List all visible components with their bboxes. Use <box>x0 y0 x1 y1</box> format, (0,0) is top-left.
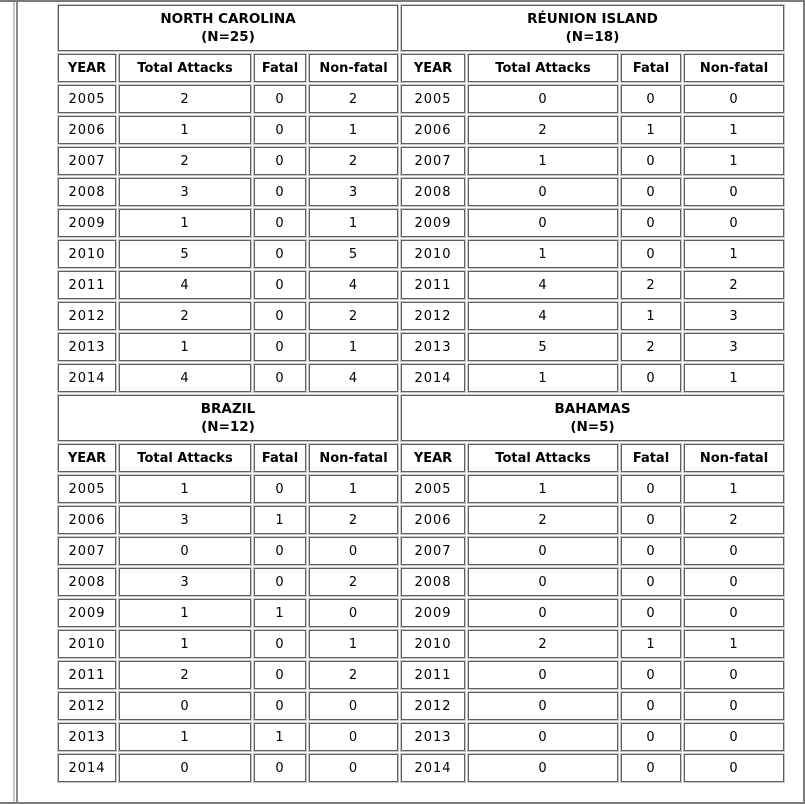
value-cell: 0 <box>468 599 618 627</box>
value-cell: 0 <box>468 568 618 596</box>
value-cell: 1 <box>684 630 784 658</box>
value-cell: 0 <box>254 116 306 144</box>
value-cell: 2 <box>309 85 398 113</box>
value-cell: 0 <box>684 568 784 596</box>
table-row <box>58 147 784 175</box>
value-cell: 1 <box>309 116 398 144</box>
value-cell: 0 <box>119 754 251 782</box>
value-cell: 1 <box>119 630 251 658</box>
value-cell: 0 <box>621 754 681 782</box>
value-cell: 2 <box>309 568 398 596</box>
year-cell: 2005 <box>58 85 116 113</box>
section-subtitle-text: (N=18) <box>565 29 620 45</box>
value-cell: 0 <box>621 537 681 565</box>
table-row <box>58 209 784 237</box>
year-cell: 2010 <box>58 240 116 268</box>
year-cell: 2014 <box>58 754 116 782</box>
value-cell: 0 <box>684 754 784 782</box>
section-title-brazil <box>58 395 398 441</box>
value-cell: 2 <box>621 333 681 361</box>
value-cell: 0 <box>621 178 681 206</box>
year-cell: 2010 <box>401 240 465 268</box>
value-cell: 0 <box>254 754 306 782</box>
value-cell: 0 <box>254 692 306 720</box>
year-cell: 2014 <box>401 754 465 782</box>
year-cell: 2012 <box>58 692 116 720</box>
year-cell: 2008 <box>401 178 465 206</box>
value-cell: 0 <box>254 568 306 596</box>
section-title-reunion-island <box>401 5 784 51</box>
value-cell: 0 <box>468 661 618 689</box>
left-margin-rule-light <box>13 2 15 802</box>
value-cell: 4 <box>119 271 251 299</box>
year-cell: 2009 <box>58 599 116 627</box>
section-title-text: BAHAMAS <box>554 400 631 417</box>
year-cell: 2013 <box>58 723 116 751</box>
value-cell: 0 <box>309 723 398 751</box>
value-cell: 4 <box>119 364 251 392</box>
value-cell: 0 <box>254 630 306 658</box>
year-cell: 2005 <box>401 475 465 503</box>
value-cell: 0 <box>254 333 306 361</box>
value-cell: 1 <box>684 147 784 175</box>
section-subtitle-text: (N=12) <box>201 419 255 435</box>
value-cell: 0 <box>684 692 784 720</box>
value-cell: 0 <box>254 147 306 175</box>
column-header-total-attacks: Total Attacks <box>119 444 251 472</box>
value-cell: 0 <box>621 723 681 751</box>
value-cell: 0 <box>621 240 681 268</box>
value-cell: 0 <box>309 537 398 565</box>
column-header-fatal: Fatal <box>254 54 306 82</box>
table-row <box>58 302 784 330</box>
table-row <box>58 568 784 596</box>
year-cell: 2009 <box>58 209 116 237</box>
year-cell: 2009 <box>401 599 465 627</box>
value-cell: 2 <box>309 506 398 534</box>
value-cell: 2 <box>468 116 618 144</box>
value-cell: 0 <box>684 723 784 751</box>
year-cell: 2005 <box>401 85 465 113</box>
table-row <box>58 240 784 268</box>
value-cell: 0 <box>621 692 681 720</box>
value-cell: 2 <box>309 661 398 689</box>
value-cell: 0 <box>684 661 784 689</box>
value-cell: 0 <box>684 178 784 206</box>
value-cell: 1 <box>621 630 681 658</box>
column-header-year: YEAR <box>58 54 116 82</box>
value-cell: 0 <box>254 209 306 237</box>
value-cell: 0 <box>119 692 251 720</box>
year-cell: 2013 <box>401 723 465 751</box>
table-row <box>58 630 784 658</box>
table-row <box>58 599 784 627</box>
column-header-fatal: Fatal <box>621 54 681 82</box>
value-cell: 1 <box>254 723 306 751</box>
year-cell: 2012 <box>401 692 465 720</box>
value-cell: 3 <box>119 506 251 534</box>
year-cell: 2012 <box>401 302 465 330</box>
year-cell: 2007 <box>58 537 116 565</box>
column-header-fatal: Fatal <box>254 444 306 472</box>
value-cell: 0 <box>254 661 306 689</box>
value-cell: 0 <box>254 364 306 392</box>
year-cell: 2013 <box>58 333 116 361</box>
value-cell: 3 <box>684 333 784 361</box>
value-cell: 0 <box>468 692 618 720</box>
value-cell: 0 <box>684 537 784 565</box>
value-cell: 1 <box>621 116 681 144</box>
column-header-non-fatal: Non-fatal <box>684 444 784 472</box>
year-cell: 2014 <box>401 364 465 392</box>
year-cell: 2012 <box>58 302 116 330</box>
value-cell: 0 <box>254 178 306 206</box>
value-cell: 2 <box>119 661 251 689</box>
value-cell: 0 <box>309 692 398 720</box>
value-cell: 1 <box>684 240 784 268</box>
value-cell: 2 <box>309 302 398 330</box>
value-cell: 4 <box>309 364 398 392</box>
value-cell: 3 <box>684 302 784 330</box>
table-row <box>58 475 784 503</box>
column-header-non-fatal: Non-fatal <box>684 54 784 82</box>
value-cell: 1 <box>254 506 306 534</box>
value-cell: 4 <box>468 271 618 299</box>
column-header-year: YEAR <box>58 444 116 472</box>
value-cell: 1 <box>468 240 618 268</box>
value-cell: 1 <box>309 475 398 503</box>
value-cell: 1 <box>119 116 251 144</box>
value-cell: 2 <box>684 271 784 299</box>
column-header-total-attacks: Total Attacks <box>468 54 618 82</box>
year-cell: 2011 <box>58 271 116 299</box>
year-cell: 2008 <box>58 568 116 596</box>
year-cell: 2009 <box>401 209 465 237</box>
table-row <box>58 723 784 751</box>
column-header-non-fatal: Non-fatal <box>309 444 398 472</box>
section-title-row <box>58 5 784 51</box>
value-cell: 1 <box>119 475 251 503</box>
section-title-north-carolina <box>58 5 398 51</box>
value-cell: 2 <box>684 506 784 534</box>
value-cell: 0 <box>621 475 681 503</box>
year-cell: 2008 <box>58 178 116 206</box>
value-cell: 0 <box>468 754 618 782</box>
table-row <box>58 754 784 782</box>
table-row <box>58 85 784 113</box>
year-cell: 2011 <box>401 661 465 689</box>
value-cell: 1 <box>119 209 251 237</box>
value-cell: 1 <box>309 630 398 658</box>
column-header-row <box>58 444 784 472</box>
value-cell: 0 <box>254 302 306 330</box>
section-title-bahamas <box>401 395 784 441</box>
value-cell: 2 <box>621 271 681 299</box>
value-cell: 0 <box>254 240 306 268</box>
value-cell: 5 <box>468 333 618 361</box>
value-cell: 0 <box>309 599 398 627</box>
column-header-year: YEAR <box>401 444 465 472</box>
section-title-text: RÉUNION ISLAND <box>527 10 658 27</box>
column-header-row <box>58 54 784 82</box>
year-cell: 2007 <box>58 147 116 175</box>
value-cell: 0 <box>468 209 618 237</box>
value-cell: 5 <box>119 240 251 268</box>
value-cell: 4 <box>309 271 398 299</box>
value-cell: 0 <box>621 209 681 237</box>
value-cell: 0 <box>621 364 681 392</box>
value-cell: 1 <box>119 723 251 751</box>
table-row <box>58 178 784 206</box>
value-cell: 0 <box>621 147 681 175</box>
section-title-row <box>58 395 784 441</box>
year-cell: 2006 <box>58 506 116 534</box>
value-cell: 5 <box>309 240 398 268</box>
value-cell: 0 <box>468 537 618 565</box>
value-cell: 1 <box>684 475 784 503</box>
value-cell: 0 <box>684 599 784 627</box>
value-cell: 4 <box>468 302 618 330</box>
column-header-total-attacks: Total Attacks <box>119 54 251 82</box>
table-row <box>58 692 784 720</box>
shark-attack-statistics-table <box>55 2 787 785</box>
value-cell: 1 <box>309 209 398 237</box>
value-cell: 3 <box>309 178 398 206</box>
table-row <box>58 271 784 299</box>
value-cell: 0 <box>468 178 618 206</box>
value-cell: 1 <box>621 302 681 330</box>
section-title-text: BRAZIL <box>200 400 256 417</box>
year-cell: 2006 <box>401 506 465 534</box>
value-cell: 1 <box>254 599 306 627</box>
left-margin-rule-dark <box>16 2 18 802</box>
value-cell: 2 <box>119 147 251 175</box>
value-cell: 0 <box>254 475 306 503</box>
value-cell: 0 <box>621 568 681 596</box>
value-cell: 2 <box>119 302 251 330</box>
value-cell: 1 <box>468 147 618 175</box>
value-cell: 0 <box>254 85 306 113</box>
table-row <box>58 537 784 565</box>
year-cell: 2008 <box>401 568 465 596</box>
value-cell: 0 <box>684 209 784 237</box>
value-cell: 2 <box>468 506 618 534</box>
column-header-non-fatal: Non-fatal <box>309 54 398 82</box>
value-cell: 0 <box>621 599 681 627</box>
year-cell: 2005 <box>58 475 116 503</box>
value-cell: 0 <box>254 537 306 565</box>
value-cell: 0 <box>468 723 618 751</box>
year-cell: 2007 <box>401 147 465 175</box>
value-cell: 1 <box>468 475 618 503</box>
value-cell: 2 <box>468 630 618 658</box>
year-cell: 2010 <box>401 630 465 658</box>
value-cell: 0 <box>621 85 681 113</box>
column-header-year: YEAR <box>401 54 465 82</box>
year-cell: 2006 <box>58 116 116 144</box>
value-cell: 1 <box>309 333 398 361</box>
year-cell: 2006 <box>401 116 465 144</box>
value-cell: 0 <box>309 754 398 782</box>
value-cell: 0 <box>621 661 681 689</box>
table-row <box>58 364 784 392</box>
value-cell: 3 <box>119 568 251 596</box>
value-cell: 0 <box>254 271 306 299</box>
year-cell: 2013 <box>401 333 465 361</box>
column-header-total-attacks: Total Attacks <box>468 444 618 472</box>
value-cell: 0 <box>468 85 618 113</box>
table-row <box>58 661 784 689</box>
value-cell: 1 <box>468 364 618 392</box>
value-cell: 3 <box>119 178 251 206</box>
attacks-table-body <box>58 5 784 782</box>
value-cell: 0 <box>119 537 251 565</box>
table-row <box>58 333 784 361</box>
column-header-fatal: Fatal <box>621 444 681 472</box>
year-cell: 2007 <box>401 537 465 565</box>
section-subtitle-text: (N=25) <box>201 29 255 45</box>
section-subtitle-text: (N=5) <box>570 419 615 435</box>
value-cell: 0 <box>684 85 784 113</box>
section-title-text: NORTH CAROLINA <box>160 10 296 27</box>
value-cell: 1 <box>684 116 784 144</box>
value-cell: 1 <box>684 364 784 392</box>
value-cell: 1 <box>119 599 251 627</box>
year-cell: 2011 <box>401 271 465 299</box>
value-cell: 2 <box>119 85 251 113</box>
value-cell: 0 <box>621 506 681 534</box>
year-cell: 2014 <box>58 364 116 392</box>
year-cell: 2011 <box>58 661 116 689</box>
value-cell: 2 <box>309 147 398 175</box>
table-row <box>58 506 784 534</box>
table-row <box>58 116 784 144</box>
value-cell: 1 <box>119 333 251 361</box>
year-cell: 2010 <box>58 630 116 658</box>
